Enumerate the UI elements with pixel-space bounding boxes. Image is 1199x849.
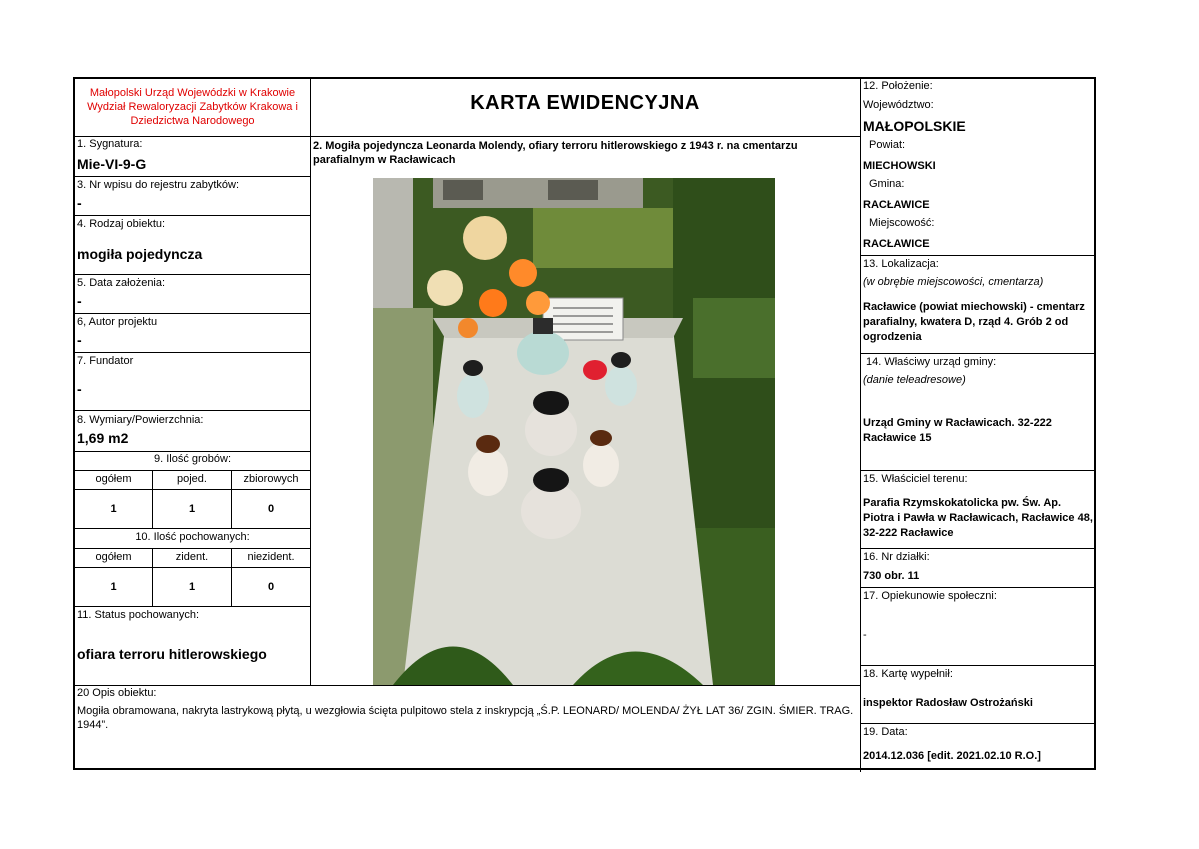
graves-total-header: ogółem — [95, 473, 132, 485]
localization-label: 13. Lokalizacja: — [863, 258, 939, 270]
locality-value: RACŁAWICE — [863, 238, 930, 250]
social-guardians-value: - — [863, 629, 867, 641]
land-owner-value: Parafia Rzymskokatolicka pw. Św. Ap. Piotra i Pawła w Racławicach, Racławice 48, 32-222 Racławice — [863, 497, 1093, 539]
graves-count-label: 9. Ilość grobów: — [153, 453, 232, 465]
grave-photo — [373, 178, 775, 685]
object-type-value: mogiła pojedyncza — [77, 246, 203, 262]
commune-value: RACŁAWICE — [863, 199, 930, 211]
description-value: Mogiła obramowana, nakryta lastrykową płytą, u wezgłowia ścięta pulpitowo stela z inskrypcją „Ś.P. LEONARD/ MOLENDA/ ŻYŁ LAT 36/ ZGIN. ŚMIER. TRAG. 1944”. — [77, 705, 854, 731]
municipal-office-label: 14. Właściwy urząd gminy: — [866, 356, 997, 368]
plot-number-label: 16. Nr działki: — [863, 551, 930, 563]
filled-by-label: 18. Kartę wypełnił: — [863, 668, 953, 680]
graves-total-value: 1 — [110, 503, 117, 515]
object-title: 2. Mogiła pojedyncza Leonarda Molendy, ofiary terroru hitlerowskiego z 1943 r. na cmentarzu parafialnym w Racławicach — [313, 140, 798, 166]
voivodeship-label: Województwo: — [863, 99, 934, 111]
buried-unidentified-header: niezident. — [247, 551, 295, 563]
buried-total-header: ogółem — [95, 551, 132, 563]
voivodeship-value: MAŁOPOLSKIE — [863, 118, 966, 134]
plot-number-value: 730 obr. 11 — [863, 570, 920, 582]
project-author-label: 6, Autor projektu — [77, 316, 158, 328]
social-guardians-label: 17. Opiekunowie społeczni: — [863, 590, 997, 602]
county-value: MIECHOWSKI — [863, 160, 936, 172]
registration-card — [73, 77, 1096, 770]
dimensions-label: 8. Wymiary/Powierzchnia: — [77, 414, 204, 426]
founding-date-label: 5. Data założenia: — [77, 277, 166, 289]
buried-status-value: ofiara terroru hitlerowskiego — [77, 646, 267, 662]
land-owner-label: 15. Właściciel terenu: — [863, 473, 968, 485]
filled-by-value: inspektor Radosław Ostrożański — [863, 697, 1033, 709]
register-number-value: - — [77, 195, 82, 211]
commune-label: Gmina: — [869, 178, 905, 190]
signature-value: Mie-VI-9-G — [77, 156, 147, 172]
buried-identified-value: 1 — [188, 581, 196, 593]
buried-unidentified-value: 0 — [267, 581, 275, 593]
buried-status-label: 11. Status pochowanych: — [77, 609, 200, 621]
founder-label: 7. Fundator — [77, 355, 134, 367]
project-author-value: - — [77, 332, 82, 348]
graves-single-header: pojed. — [177, 473, 207, 485]
signature-label: 1. Sygnatura: — [77, 138, 143, 150]
location-label: 12. Położenie: — [863, 80, 933, 92]
localization-value: Racławice (powiat miechowski) - cmentarz parafialny, kwatera D, rząd 4. Grób 2 od ogrodzenia — [863, 301, 1085, 343]
municipal-office-value: Urząd Gminy w Racławicach. 32-222 Racławice 15 — [863, 417, 1052, 444]
founding-date-value: - — [77, 293, 82, 309]
graves-collective-value: 0 — [267, 503, 275, 515]
card-title: KARTA EWIDENCYJNA — [470, 92, 700, 114]
buried-total-value: 1 — [110, 581, 117, 593]
date-value: 2014.12.036 [edit. 2021.02.10 R.O.] — [863, 750, 1041, 762]
locality-label: Miejscowość: — [869, 217, 935, 229]
municipal-office-note: (danie teleadresowe) — [863, 374, 966, 386]
institution-name: Małopolski Urząd Wojewódzki w Krakowie Wydział Rewaloryzacji Zabytków Krakowa i Dziedzictwa Narodowego — [87, 87, 298, 127]
date-label: 19. Data: — [863, 726, 908, 738]
graves-single-value: 1 — [188, 503, 196, 515]
founder-value: - — [77, 381, 82, 397]
buried-identified-header: zident. — [175, 551, 209, 563]
county-label: Powiat: — [869, 139, 906, 151]
graves-collective-header: zbiorowych — [243, 473, 299, 485]
description-label: 20 Opis obiektu: — [77, 687, 157, 699]
buried-count-label: 10. Ilość pochowanych: — [135, 531, 250, 543]
localization-note: (w obrębie miejscowości, cmentarza) — [863, 276, 1044, 288]
dimensions-value: 1,69 m2 — [77, 430, 129, 446]
register-number-label: 3. Nr wpisu do rejestru zabytków: — [77, 179, 240, 191]
object-type-label: 4. Rodzaj obiektu: — [77, 218, 166, 230]
